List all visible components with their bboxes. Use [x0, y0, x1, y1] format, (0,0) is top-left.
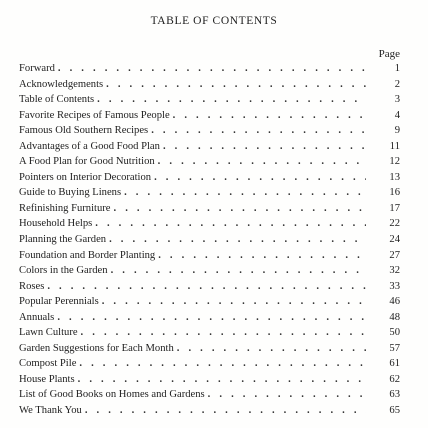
toc-entry-label: Foundation and Border Planting: [19, 249, 156, 261]
toc-entry-label: Roses: [19, 280, 45, 292]
dot-leader: [208, 387, 366, 403]
dot-leader: [95, 216, 366, 232]
toc-entry-page-number: 3: [394, 94, 400, 106]
toc-entry-label: Guide to Buying Linens: [19, 187, 122, 199]
toc-entry-page-number: 1: [394, 63, 400, 74]
toc-entry: [19, 123, 400, 139]
toc-entry: [19, 139, 400, 155]
toc-entry-label: Refinishing Furniture: [19, 202, 111, 214]
toc-entry-page-number: 61: [389, 358, 400, 370]
toc-entry: [19, 170, 400, 186]
toc-entry: [19, 387, 400, 403]
toc-entry-page-number: 24: [389, 234, 400, 246]
toc-entry-label: A Food Plan for Good Nutrition: [19, 156, 155, 168]
toc-entry-page-number: 17: [389, 202, 400, 214]
dot-leader: [106, 77, 366, 93]
toc-entry: [19, 154, 400, 170]
toc-entry: [19, 248, 400, 264]
toc-entry-page-number: 62: [389, 373, 400, 385]
toc-entry: [19, 341, 400, 357]
dot-leader: [85, 403, 366, 419]
toc-entry-label: Planning the Garden: [19, 234, 107, 246]
toc-entry: [19, 310, 400, 326]
toc-entry-page-number: 9: [394, 125, 400, 137]
toc-entry-label: Lawn Culture: [19, 327, 78, 339]
page-title: TABLE OF CONTENTS: [150, 15, 278, 27]
toc-entry-label: Popular Perennials: [19, 296, 99, 308]
toc-entry-page-number: 13: [389, 171, 400, 183]
toc-entry-page-number: 48: [389, 311, 400, 323]
dot-leader: [163, 139, 366, 155]
dot-leader: [173, 108, 366, 124]
dot-leader: [78, 372, 366, 388]
toc-list: [19, 61, 400, 419]
toc-entry-page-number: 32: [389, 265, 400, 277]
dot-leader: [158, 248, 366, 264]
toc-entry-page-number: 50: [389, 327, 400, 339]
dot-leader: [114, 201, 366, 217]
toc-entry-label: Advantages of a Good Food Plan: [19, 140, 160, 152]
toc-entry: [19, 108, 400, 124]
toc-entry: [19, 185, 400, 201]
toc-entry: [19, 325, 400, 341]
toc-entry-page-number: 11: [389, 140, 400, 152]
toc-entry-label: Favorite Recipes of Famous People: [19, 109, 170, 121]
dot-leader: [102, 294, 366, 310]
toc-entry: [19, 372, 400, 388]
dot-leader: [47, 279, 366, 295]
dot-leader: [81, 325, 366, 341]
toc-entry-label: List of Good Books on Homes and Gardens: [19, 389, 205, 401]
toc-entry-page-number: 63: [389, 389, 400, 401]
toc-entry-label: Garden Suggestions for Each Month: [19, 342, 174, 354]
toc-entry-page-number: 2: [394, 78, 400, 90]
dot-leader: [111, 263, 366, 279]
toc-entry-page-number: 57: [389, 342, 400, 354]
page-column-header: Page: [378, 48, 400, 60]
dot-leader: [58, 61, 366, 77]
dot-leader: [154, 170, 366, 186]
toc-entry: [19, 294, 400, 310]
dot-leader: [124, 185, 366, 201]
dot-leader: [97, 92, 366, 108]
toc-entry-page-number: 27: [389, 249, 400, 261]
toc-entry-page-number: 22: [389, 218, 400, 230]
toc-entry: [19, 232, 400, 248]
toc-entry: [19, 201, 400, 217]
toc-entry: [19, 263, 400, 279]
toc-entry-label: Pointers on Interior Decoration: [19, 171, 152, 183]
dot-leader: [109, 232, 366, 248]
toc-entry: [19, 61, 400, 77]
toc-entry-label: Compost Pile: [19, 358, 77, 370]
toc-entry-label: We Thank You: [19, 405, 82, 417]
toc-entry-page-number: 12: [389, 156, 400, 168]
toc-entry-label: Household Helps: [19, 218, 93, 230]
dot-leader: [57, 310, 366, 326]
toc-entry: [19, 216, 400, 232]
toc-entry-label: Forward: [19, 63, 55, 74]
toc-entry: [19, 77, 400, 93]
toc-entry-page-number: 33: [389, 280, 400, 292]
toc-entry-page-number: 4: [394, 109, 400, 121]
toc-entry-label: House Plants: [19, 373, 75, 385]
toc-entry-label: Famous Old Southern Recipes: [19, 125, 149, 137]
toc-entry-label: Table of Contents: [19, 94, 95, 106]
dot-leader: [177, 341, 366, 357]
dot-leader: [158, 154, 366, 170]
toc-entry-label: Acknowledgements: [19, 78, 104, 90]
toc-entry: [19, 403, 400, 419]
toc-entry: [19, 92, 400, 108]
toc-entry: [19, 356, 400, 372]
toc-entry: [19, 279, 400, 295]
dot-leader: [79, 356, 366, 372]
toc-entry-page-number: 16: [389, 187, 400, 199]
toc-entry-label: Annuals: [19, 311, 55, 323]
toc-entry-page-number: 65: [389, 405, 400, 417]
toc-entry-page-number: 46: [389, 296, 400, 308]
toc-entry-label: Colors in the Garden: [19, 265, 108, 277]
dot-leader: [151, 123, 366, 139]
